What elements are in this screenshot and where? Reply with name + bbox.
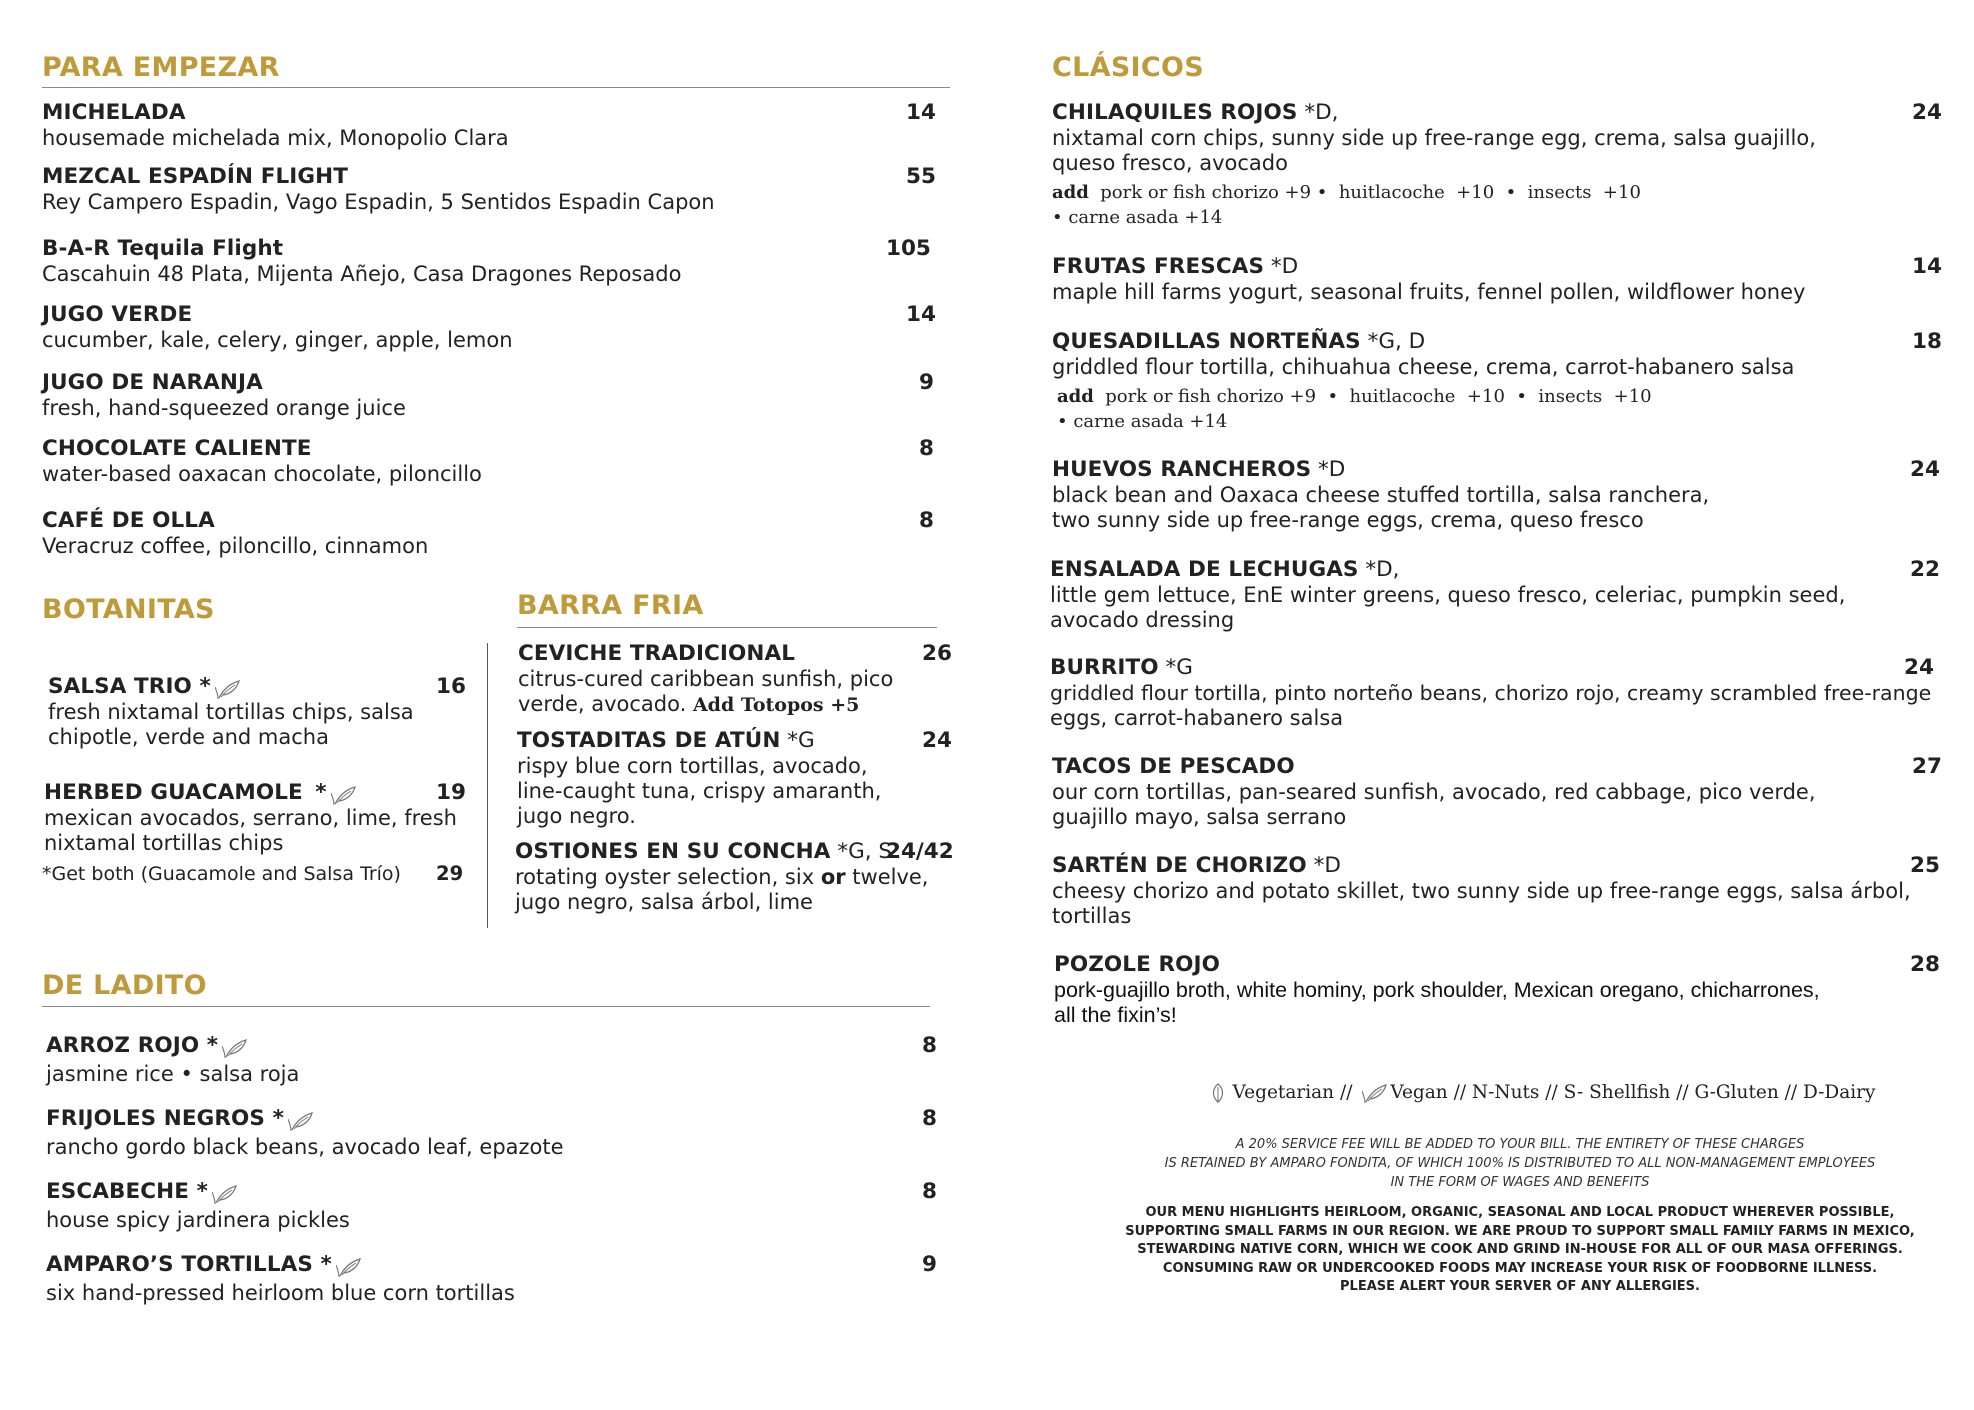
addon-options: • carne asada +14 (1057, 411, 1228, 432)
item-name: CHILAQUILES ROJOS (1052, 100, 1298, 125)
note-line: CONSUMING RAW OR UNDERCOOKED FOODS MAY INCREASE YOUR RISK OF FOODBORNE ILLNESS. (1162, 1260, 1878, 1276)
section-title-de-ladito: DE LADITO (42, 970, 207, 1001)
vegan-leaf-icon (288, 1110, 314, 1132)
item-description: house spicy jardinera pickles (46, 1208, 350, 1232)
note-line: IN THE FORM OF WAGES AND BENEFITS (1390, 1175, 1650, 1190)
menu-item-sarten-chorizo (1052, 853, 1952, 929)
item-price: 105 (886, 236, 931, 261)
item-description: cheesy chorizo and potato skillet, two sunny side up free-range eggs, salsa árbol, (1052, 879, 1911, 903)
vegan-leaf-icon (215, 678, 241, 700)
item-name: SARTÉN DE CHORIZO (1052, 853, 1307, 878)
note-line: SUPPORTING SMALL FARMS IN OUR REGION. WE ARE PROUD TO SUPPORT SMALL FAMILY FARMS IN MEXICO, (1125, 1223, 1915, 1239)
section-title-para-empezar: PARA EMPEZAR (42, 52, 280, 83)
item-name: BURRITO (1050, 655, 1159, 680)
item-tags: *D, (1297, 100, 1339, 125)
item-description: maple hill farms yogurt, seasonal fruits, fennel pollen, wildflower honey (1052, 280, 1806, 304)
item-name: ESCABECHE * (46, 1179, 208, 1204)
item-description: nixtamal corn chips, sunny side up free-range egg, crema, salsa guajillo, (1052, 126, 1816, 150)
item-description: six hand-pressed heirloom blue corn tortillas (46, 1281, 515, 1305)
item-description: tortillas (1052, 904, 1132, 928)
menu-item-jugo-naranja (42, 370, 942, 421)
item-tags: *G, S (830, 839, 893, 864)
item-description: nixtamal tortillas chips (44, 831, 284, 855)
menu-item-ostiones (515, 839, 955, 915)
item-name: JUGO VERDE (42, 302, 193, 327)
menu-item-huevos-rancheros (1052, 457, 1952, 533)
section-title-clasicos: CLÁSICOS (1052, 52, 1205, 83)
item-name: SALSA TRIO * (48, 674, 211, 699)
item-price: 9 (922, 1252, 937, 1277)
menu-item-tortillas (46, 1252, 946, 1306)
item-description: jasmine rice • salsa roja (46, 1062, 300, 1086)
legend-vegetarian: Vegetarian // (1232, 1082, 1359, 1103)
menu-sourcing-note (1040, 1204, 1974, 1297)
menu-item-chilaquiles (1052, 100, 1952, 230)
item-name: CEVICHE TRADICIONAL (518, 641, 796, 666)
menu-item-arroz-rojo (46, 1033, 946, 1087)
item-description: all the fixin’s! (1054, 1003, 1177, 1027)
item-name: B-A-R Tequila Flight (42, 236, 284, 261)
item-name: ENSALADA DE LECHUGAS (1050, 557, 1359, 582)
item-description: avocado dressing (1050, 608, 1235, 632)
item-description: verde, avocado. (518, 692, 693, 716)
legend-rest: Vegan // N-Nuts // S- Shellfish // G-Gluten // D-Dairy (1390, 1082, 1876, 1103)
item-description: fresh, hand-squeezed orange juice (42, 396, 406, 420)
item-tags: *G (780, 728, 815, 753)
note-line: OUR MENU HIGHLIGHTS HEIRLOOM, ORGANIC, SEASONAL AND LOCAL PRODUCT WHEREVER POSSIBLE, (1145, 1205, 1895, 1220)
item-tags: *D (1264, 254, 1299, 279)
note-line: STEWARDING NATIVE CORN, WHICH WE COOK AND GRIND IN-HOUSE FOR ALL OF OUR MASA OFFERINGS. (1137, 1242, 1903, 1257)
section-divider (517, 627, 937, 628)
addon-options: • carne asada +14 (1052, 207, 1223, 228)
combo-text: *Get both (Guacamole and Salsa Trío) (42, 863, 401, 885)
item-tags: *G (1158, 655, 1193, 680)
item-name: QUESADILLAS NORTEÑAS (1052, 329, 1361, 354)
item-price: 22 (1910, 557, 1940, 582)
item-description: griddled flour tortilla, pinto norteño beans, chorizo rojo, creamy scrambled free-range (1050, 681, 1932, 705)
item-name: HUEVOS RANCHEROS (1052, 457, 1312, 482)
section-title-barra-fria: BARRA FRIA (517, 590, 704, 621)
item-name: MICHELADA (42, 100, 186, 125)
item-description: housemade michelada mix, Monopolio Clara (42, 126, 509, 150)
dietary-legend (1060, 1082, 1974, 1104)
menu-item-jugo-verde (42, 302, 942, 353)
item-price: 24 (1912, 100, 1942, 125)
item-name: JUGO DE NARANJA (42, 370, 263, 395)
item-description: griddled flour tortilla, chihuahua cheese, crema, carrot-habanero salsa (1052, 355, 1795, 379)
item-description: rotating oyster selection, six (515, 865, 821, 889)
combo-offer (42, 862, 468, 886)
item-price: 24 (922, 728, 952, 753)
menu-item-chocolate (42, 436, 942, 487)
item-description: pork-guajillo broth, white hominy, pork shoulder, Mexican oregano, chicharrones, (1054, 978, 1820, 1002)
item-price: 55 (906, 164, 936, 189)
menu-item-salsa-trio (48, 674, 468, 750)
menu-item-tequila-flight (42, 236, 942, 287)
item-price: 28 (1910, 952, 1940, 977)
menu-item-mezcal-flight (42, 164, 942, 215)
vegan-leaf-icon (212, 1183, 238, 1205)
item-price: 14 (906, 302, 936, 327)
item-name: FRUTAS FRESCAS (1052, 254, 1265, 279)
menu-item-escabeche (46, 1179, 946, 1233)
menu-item-tostaditas (517, 728, 952, 829)
item-name: CHOCOLATE CALIENTE (42, 436, 312, 461)
item-name: CAFÉ DE OLLA (42, 508, 215, 533)
item-price: 16 (436, 674, 466, 699)
item-description: Veracruz coffee, piloncillo, cinnamon (42, 534, 429, 558)
item-description: eggs, carrot-habanero salsa (1050, 706, 1344, 730)
vegetarian-leaf-icon (1209, 1082, 1227, 1104)
addon-label: add (1052, 182, 1089, 203)
item-description: Rey Campero Espadin, Vago Espadin, 5 Sentidos Espadin Capon (42, 190, 715, 214)
item-price: 18 (1912, 329, 1942, 354)
item-name: FRIJOLES NEGROS * (46, 1106, 284, 1131)
item-price: 8 (919, 436, 934, 461)
menu-item-quesadillas (1052, 329, 1952, 434)
item-price: 25 (1910, 853, 1940, 878)
item-description: rancho gordo black beans, avocado leaf, epazote (46, 1135, 564, 1159)
item-price: 27 (1912, 754, 1942, 779)
service-fee-note (1040, 1135, 1974, 1192)
item-description: Cascahuin 48 Plata, Mijenta Añejo, Casa Dragones Reposado (42, 262, 682, 286)
item-description: our corn tortillas, pan-seared sunfish, avocado, red cabbage, pico verde, (1052, 780, 1816, 804)
item-description: water-based oaxacan chocolate, piloncillo (42, 462, 482, 486)
menu-item-ceviche (518, 641, 952, 718)
item-price: 8 (922, 1179, 937, 1204)
item-price: 8 (922, 1106, 937, 1131)
item-tags: *G, D (1360, 329, 1426, 354)
item-description: citrus-cured caribbean sunfish, pico (518, 667, 894, 691)
menu-item-cafe-olla (42, 508, 942, 559)
menu-item-tacos-pescado (1052, 754, 1952, 830)
item-star: * (315, 780, 327, 805)
note-line: PLEASE ALERT YOUR SERVER OF ANY ALLERGIES. (1340, 1279, 1700, 1294)
vegan-leaf-icon (222, 1037, 248, 1059)
item-description: fresh nixtamal tortillas chips, salsa (48, 700, 414, 724)
combo-price: 29 (436, 862, 464, 885)
item-name: AMPARO’S TORTILLAS * (46, 1252, 332, 1277)
item-name: TACOS DE PESCADO (1052, 754, 1295, 779)
item-description: rispy blue corn tortillas, avocado, (517, 754, 868, 778)
item-description: cucumber, kale, celery, ginger, apple, lemon (42, 328, 513, 352)
item-description: queso fresco, avocado (1052, 151, 1288, 175)
item-name: TOSTADITAS DE ATÚN (517, 728, 781, 753)
note-line: IS RETAINED BY AMPARO FONDITA, OF WHICH 100% IS DISTRIBUTED TO ALL NON-MANAGEMENT EMPLOYEES (1164, 1156, 1876, 1171)
item-description: jugo negro. (517, 804, 636, 828)
section-divider (42, 87, 950, 88)
item-price: 14 (1912, 254, 1942, 279)
section-divider (42, 1006, 930, 1007)
item-price: 24/42 (886, 839, 954, 864)
item-description: line-caught tuna, crispy amaranth, (517, 779, 882, 803)
vegan-leaf-icon (331, 784, 357, 806)
item-tags: *D, (1358, 557, 1400, 582)
item-name: POZOLE ROJO (1054, 952, 1220, 977)
item-description: mexican avocados, serrano, lime, fresh (44, 806, 457, 830)
menu-item-frutas (1052, 254, 1952, 305)
item-price: 8 (919, 508, 934, 533)
item-description: jugo negro, salsa árbol, lime (515, 890, 813, 914)
item-name: OSTIONES EN SU CONCHA (515, 839, 831, 864)
item-description: twelve, (845, 865, 929, 889)
vegan-leaf-icon (336, 1256, 362, 1278)
vegan-leaf-icon (1362, 1082, 1388, 1104)
item-name: HERBED GUACAMOLE (44, 780, 303, 805)
note-line: A 20% SERVICE FEE WILL BE ADDED TO YOUR BILL. THE ENTIRETY OF THESE CHARGES (1235, 1137, 1805, 1152)
item-description: chipotle, verde and macha (48, 725, 329, 749)
column-divider (487, 643, 488, 928)
menu-item-burrito (1050, 655, 1952, 731)
item-price: 24 (1904, 655, 1934, 680)
item-price: 14 (906, 100, 936, 125)
item-tags: *D (1311, 457, 1346, 482)
item-description: little gem lettuce, EnE winter greens, queso fresco, celeriac, pumpkin seed, (1050, 583, 1846, 607)
item-description: guajillo mayo, salsa serrano (1052, 805, 1347, 829)
item-description: two sunny side up free-range eggs, crema, queso fresco (1052, 508, 1644, 532)
item-price: 9 (919, 370, 934, 395)
item-name: MEZCAL ESPADÍN FLIGHT (42, 164, 348, 189)
addon-label: add (1057, 386, 1094, 407)
menu-item-pozole (1054, 952, 1952, 1028)
item-price: 26 (922, 641, 952, 666)
menu-item-herbed-guacamole (44, 780, 468, 856)
or-word: or (820, 865, 846, 889)
add-totopos-note: Add Totopos +5 (692, 694, 860, 716)
item-price: 19 (436, 780, 466, 805)
menu-item-ensalada (1050, 557, 1952, 633)
item-description: black bean and Oaxaca cheese stuffed tortilla, salsa ranchera, (1052, 483, 1710, 507)
menu-item-michelada (42, 100, 942, 151)
addon-options: pork or fish chorizo +9 • huitlacoche +10 • insects +10 (1093, 386, 1652, 407)
item-price: 8 (922, 1033, 937, 1058)
item-name: ARROZ ROJO * (46, 1033, 219, 1058)
menu-item-frijoles (46, 1106, 946, 1160)
item-price: 24 (1910, 457, 1940, 482)
addon-options: pork or fish chorizo +9 • huitlacoche +10 • insects +10 (1088, 182, 1641, 203)
item-tags: *D (1306, 853, 1341, 878)
section-title-botanitas: BOTANITAS (42, 594, 215, 625)
